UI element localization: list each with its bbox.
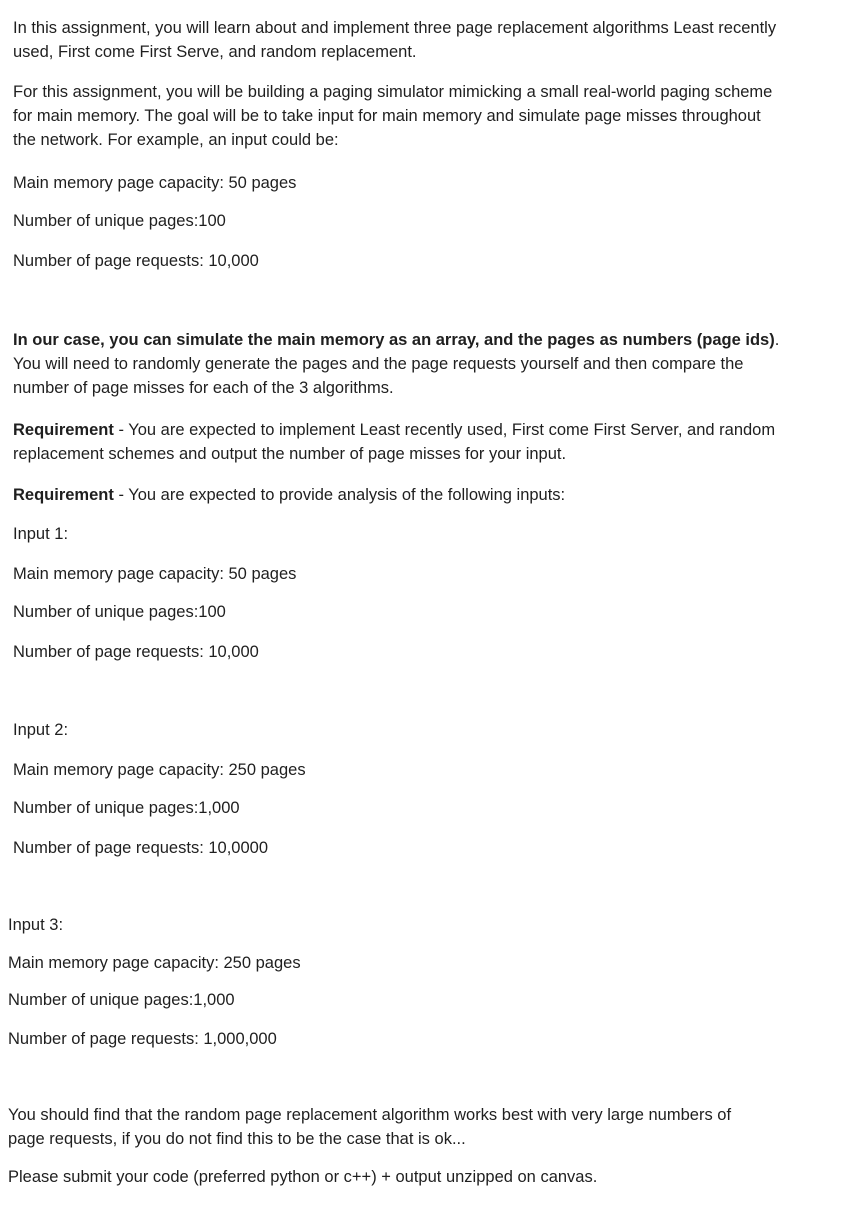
conclusion-paragraph: You should find that the random page replacement algorithm works best with very large numbers of page requests, if you do not find this to be the case that is ok... bbox=[8, 1106, 732, 1148]
requirement-label: Requirement bbox=[13, 421, 114, 439]
input-unique-pages: Number of unique pages:1,000 bbox=[13, 799, 240, 817]
input-unique-pages: Number of unique pages:100 bbox=[13, 603, 226, 621]
input-title: Input 2: bbox=[13, 721, 69, 739]
example-page-requests: Number of page requests: 10,000 bbox=[13, 252, 259, 270]
input-page-requests: Number of page requests: 10,000 bbox=[13, 643, 259, 661]
simulation-paragraph bbox=[13, 328, 783, 400]
input-capacity: Main memory page capacity: 250 pages bbox=[8, 954, 301, 972]
input-capacity: Main memory page capacity: 50 pages bbox=[13, 565, 297, 583]
example-unique-pages: Number of unique pages:100 bbox=[13, 212, 226, 230]
input-capacity: Main memory page capacity: 250 pages bbox=[13, 761, 306, 779]
intro-paragraph: In this assignment, you will learn about and implement three page replacement algorithms Least recently used, First come First Serve, and random replacement. bbox=[13, 19, 777, 61]
requirement-label: Requirement bbox=[13, 486, 114, 504]
input-page-requests: Number of page requests: 10,0000 bbox=[13, 839, 269, 857]
input-page-requests: Number of page requests: 1,000,000 bbox=[8, 1030, 277, 1048]
requirement-implement-text: - You are expected to implement Least recently used, First come First Server, and random replacement schemes and output the number of page misses for your input. bbox=[13, 421, 776, 463]
requirement-implement-paragraph bbox=[13, 418, 783, 466]
simulation-bold-text: In our case, you can simulate the main memory as an array, and the pages as numbers (page ids) bbox=[13, 331, 775, 349]
input-title: Input 3: bbox=[8, 916, 64, 934]
requirement-analysis-text: - You are expected to provide analysis of the following inputs: bbox=[113, 486, 566, 504]
input-unique-pages: Number of unique pages:1,000 bbox=[8, 991, 235, 1009]
submission-instructions: Please submit your code (preferred python or c++) + output unzipped on canvas. bbox=[8, 1168, 598, 1186]
example-capacity: Main memory page capacity: 50 pages bbox=[13, 174, 297, 192]
input-title: Input 1: bbox=[13, 525, 69, 543]
description-paragraph: For this assignment, you will be building a paging simulator mimicking a small real-world paging scheme for main memory. The goal will be to take input for main memory and simulate page misses throughout the network. For example, an input could be: bbox=[13, 83, 773, 149]
requirement-analysis-paragraph bbox=[13, 483, 565, 507]
simulation-text: . You will need to randomly generate the pages and the page requests yourself and then compare the number of page misses for each of the 3 algorithms. bbox=[13, 331, 780, 397]
